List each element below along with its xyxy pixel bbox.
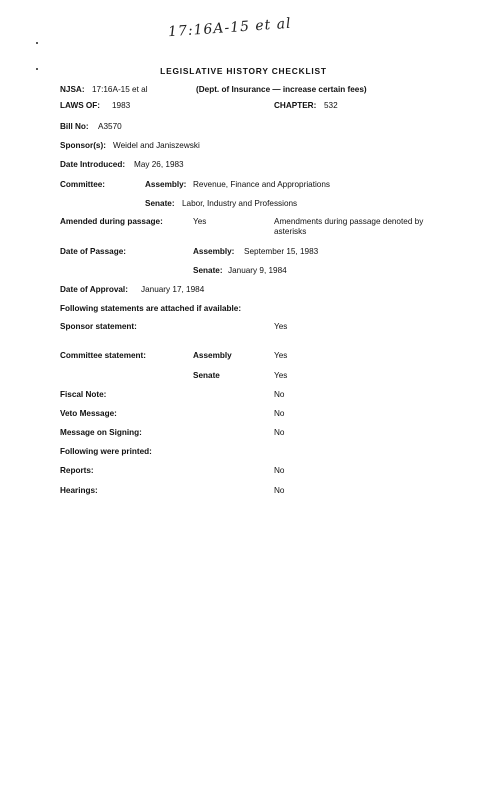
- date-of-approval-value: January 17, 1984: [141, 285, 205, 294]
- amended-label: Amended during passage:: [60, 217, 163, 226]
- committee-statement-senate-value: Yes: [274, 371, 288, 380]
- bill-no-value: A3570: [98, 122, 122, 131]
- chapter-value: 532: [324, 101, 338, 110]
- veto-message-label: Veto Message:: [60, 409, 117, 418]
- njsa-label: NJSA:: [60, 85, 85, 94]
- reports-label: Reports:: [60, 466, 94, 475]
- hearings-value: No: [274, 486, 285, 495]
- fiscal-note-value: No: [274, 390, 285, 399]
- amended-note: Amendments during passage denoted by asterisks: [274, 217, 424, 236]
- sponsor-statement-value: Yes: [274, 322, 288, 331]
- committee-senate-label: Senate:: [145, 199, 175, 208]
- laws-of-value: 1983: [112, 101, 131, 110]
- message-on-signing-label: Message on Signing:: [60, 428, 142, 437]
- sponsors-label: Sponsor(s):: [60, 141, 106, 150]
- passage-senate-label: Senate:: [193, 266, 223, 275]
- attached-heading: Following statements are attached if available:: [60, 304, 242, 313]
- date-introduced-value: May 26, 1983: [134, 160, 184, 169]
- chapter-label: CHAPTER:: [274, 101, 317, 110]
- hearings-label: Hearings:: [60, 486, 98, 495]
- committee-assembly-value: Revenue, Finance and Appropriations: [193, 180, 331, 189]
- committee-label: Committee:: [60, 180, 106, 189]
- date-of-approval-label: Date of Approval:: [60, 285, 128, 294]
- veto-message-value: No: [274, 409, 285, 418]
- amended-value: Yes: [193, 217, 207, 226]
- reports-value: No: [274, 466, 285, 475]
- sponsors-value: Weidel and Janiszewski: [113, 141, 200, 150]
- date-of-passage-label: Date of Passage:: [60, 247, 126, 256]
- message-on-signing-value: No: [274, 428, 285, 437]
- passage-senate-value: January 9, 1984: [228, 266, 287, 275]
- handwritten-note: 17:16A-15 et al: [167, 15, 293, 41]
- page-title: LEGISLATIVE HISTORY CHECKLIST: [160, 66, 327, 76]
- njsa-value: 17:16A-15 et al: [92, 85, 148, 94]
- njsa-description: (Dept. of Insurance — increase certain fees): [196, 85, 367, 94]
- committee-statement-label: Committee statement:: [60, 351, 146, 360]
- sponsor-statement-label: Sponsor statement:: [60, 322, 137, 331]
- passage-assembly-value: September 15, 1983: [244, 247, 319, 256]
- committee-statement-assembly-value: Yes: [274, 351, 288, 360]
- bill-no-label: Bill No:: [60, 122, 89, 131]
- date-introduced-label: Date Introduced:: [60, 160, 126, 169]
- laws-of-label: LAWS OF:: [60, 101, 101, 110]
- passage-assembly-label: Assembly:: [193, 247, 235, 256]
- speck-mark: [36, 42, 38, 44]
- printed-heading: Following were printed:: [60, 447, 152, 456]
- committee-assembly-label: Assembly:: [145, 180, 187, 189]
- committee-senate-value: Labor, Industry and Professions: [182, 199, 298, 208]
- fiscal-note-label: Fiscal Note:: [60, 390, 107, 399]
- committee-statement-senate-label: Senate: [193, 371, 220, 380]
- committee-statement-assembly-label: Assembly: [193, 351, 232, 360]
